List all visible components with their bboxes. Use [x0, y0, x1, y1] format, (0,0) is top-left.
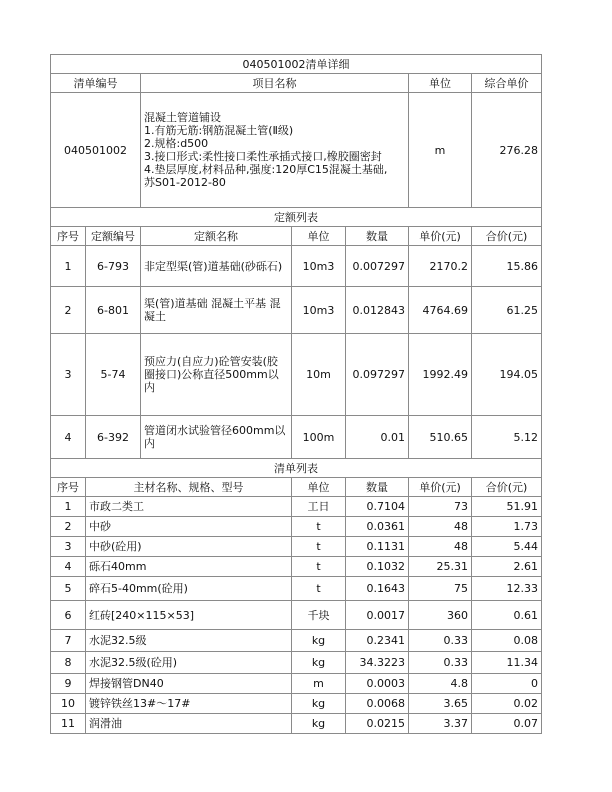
quota-seq: 2: [51, 287, 86, 334]
materials-header-qty: 数量: [346, 478, 409, 497]
quota-code: 6-392: [86, 416, 141, 459]
header-code: 清单编号: [51, 74, 141, 93]
quota-unit: 100m: [292, 416, 346, 459]
quota-code: 6-793: [86, 246, 141, 287]
quota-name: 非定型渠(管)道基础(砂砾石): [141, 246, 292, 287]
material-seq: 2: [51, 517, 86, 537]
material-unit: t: [292, 537, 346, 557]
material-qty: 34.3223: [346, 652, 409, 674]
material-total: 0.08: [472, 630, 542, 652]
material-row: [51, 694, 542, 714]
material-row: [51, 652, 542, 674]
materials-header-price: 单价(元): [409, 478, 472, 497]
quota-name: 管道闭水试验管径600mm以内: [141, 416, 292, 459]
quota-header-code: 定额编号: [86, 227, 141, 246]
item-row: [51, 93, 542, 208]
quota-header-price: 单价(元): [409, 227, 472, 246]
item-desc-line: 混凝土管道铺设: [144, 111, 221, 124]
material-total: 5.44: [472, 537, 542, 557]
material-unit: kg: [292, 694, 346, 714]
quota-qty: 0.097297: [346, 334, 409, 416]
material-price: 4.8: [409, 674, 472, 694]
item-desc-line: 2.规格:d500: [144, 137, 209, 150]
materials-header-seq: 序号: [51, 478, 86, 497]
material-unit: kg: [292, 652, 346, 674]
material-seq: 11: [51, 714, 86, 734]
material-unit: m: [292, 674, 346, 694]
material-unit: t: [292, 557, 346, 577]
item-description: [141, 93, 409, 208]
material-row: [51, 714, 542, 734]
quota-header-total: 合价(元): [472, 227, 542, 246]
material-row: [51, 557, 542, 577]
quota-unit: 10m3: [292, 246, 346, 287]
header-unit: 单位: [409, 74, 472, 93]
quota-qty: 0.007297: [346, 246, 409, 287]
material-total: 51.91: [472, 497, 542, 517]
header-price: 综合单价: [472, 74, 542, 93]
material-name: 焊接钢管DN40: [86, 674, 292, 694]
material-qty: 0.0215: [346, 714, 409, 734]
quota-row: [51, 416, 542, 459]
material-seq: 6: [51, 601, 86, 630]
material-total: 0: [472, 674, 542, 694]
quota-price: 1992.49: [409, 334, 472, 416]
quota-row: [51, 246, 542, 287]
quota-header-unit: 单位: [292, 227, 346, 246]
material-seq: 10: [51, 694, 86, 714]
material-total: 12.33: [472, 577, 542, 601]
materials-header-total: 合价(元): [472, 478, 542, 497]
header-row: [51, 74, 542, 93]
material-price: 25.31: [409, 557, 472, 577]
quota-price: 510.65: [409, 416, 472, 459]
material-seq: 8: [51, 652, 86, 674]
material-qty: 0.7104: [346, 497, 409, 517]
material-price: 3.65: [409, 694, 472, 714]
material-name: 红砖[240×115×53]: [86, 601, 292, 630]
material-price: 0.33: [409, 630, 472, 652]
quota-header-seq: 序号: [51, 227, 86, 246]
material-row: [51, 497, 542, 517]
quota-header-row: [51, 227, 542, 246]
quota-header-name: 定额名称: [141, 227, 292, 246]
material-qty: 0.0361: [346, 517, 409, 537]
material-unit: 工日: [292, 497, 346, 517]
quota-code: 5-74: [86, 334, 141, 416]
material-unit: t: [292, 577, 346, 601]
item-desc-line: 3.接口形式:柔性接口柔性承插式接口,橡胶圈密封: [144, 150, 382, 163]
material-row: [51, 601, 542, 630]
material-seq: 7: [51, 630, 86, 652]
materials-section-title: 清单列表: [51, 459, 542, 478]
item-desc-line: 4.垫层厚度,材料品种,强度:120厚C15混凝土基础,: [144, 163, 388, 176]
item-unit: m: [409, 93, 472, 208]
item-desc-line: 苏S01-2012-80: [144, 176, 226, 189]
item-desc-line: 1.有筋无筋:钢筋混凝土管(Ⅱ级): [144, 124, 294, 137]
quota-name: 渠(管)道基础 混凝土平基 混凝土: [141, 287, 292, 334]
materials-header-row: [51, 478, 542, 497]
material-row: [51, 577, 542, 601]
material-name: 碎石5-40mm(砼用): [86, 577, 292, 601]
material-seq: 4: [51, 557, 86, 577]
material-row: [51, 517, 542, 537]
material-total: 0.61: [472, 601, 542, 630]
material-seq: 5: [51, 577, 86, 601]
material-name: 润滑油: [86, 714, 292, 734]
material-name: 水泥32.5级(砼用): [86, 652, 292, 674]
material-price: 0.33: [409, 652, 472, 674]
quota-header-qty: 数量: [346, 227, 409, 246]
material-name: 砾石40mm: [86, 557, 292, 577]
material-unit: kg: [292, 714, 346, 734]
title-row: [51, 55, 542, 74]
material-price: 75: [409, 577, 472, 601]
quota-total: 15.86: [472, 246, 542, 287]
materials-section-row: [51, 459, 542, 478]
materials-header-name: 主材名称、规格、型号: [86, 478, 292, 497]
material-total: 1.73: [472, 517, 542, 537]
quota-qty: 0.01: [346, 416, 409, 459]
quota-row: [51, 287, 542, 334]
quota-seq: 1: [51, 246, 86, 287]
materials-header-unit: 单位: [292, 478, 346, 497]
material-price: 73: [409, 497, 472, 517]
material-name: 水泥32.5级: [86, 630, 292, 652]
quota-total: 194.05: [472, 334, 542, 416]
quota-unit: 10m3: [292, 287, 346, 334]
material-qty: 0.0068: [346, 694, 409, 714]
material-name: 市政二类工: [86, 497, 292, 517]
material-seq: 1: [51, 497, 86, 517]
quota-seq: 4: [51, 416, 86, 459]
material-qty: 0.0003: [346, 674, 409, 694]
material-price: 48: [409, 517, 472, 537]
quota-total: 61.25: [472, 287, 542, 334]
item-price: 276.28: [472, 93, 542, 208]
quota-qty: 0.012843: [346, 287, 409, 334]
bill-detail-table: [50, 54, 542, 734]
material-row: [51, 630, 542, 652]
sheet-title: 040501002清单详细: [51, 55, 542, 74]
material-unit: 千块: [292, 601, 346, 630]
material-price: 3.37: [409, 714, 472, 734]
material-qty: 0.1032: [346, 557, 409, 577]
material-total: 11.34: [472, 652, 542, 674]
bill-detail-sheet: [50, 54, 541, 734]
quota-row: [51, 334, 542, 416]
material-unit: kg: [292, 630, 346, 652]
quota-name: 预应力(自应力)砼管安装(胶圈接口)公称直径500mm以内: [141, 334, 292, 416]
quota-price: 4764.69: [409, 287, 472, 334]
material-name: 镀锌铁丝13#～17#: [86, 694, 292, 714]
quota-code: 6-801: [86, 287, 141, 334]
material-row: [51, 537, 542, 557]
quota-total: 5.12: [472, 416, 542, 459]
material-qty: 0.1131: [346, 537, 409, 557]
material-price: 360: [409, 601, 472, 630]
quota-section-row: [51, 208, 542, 227]
material-name: 中砂: [86, 517, 292, 537]
material-qty: 0.2341: [346, 630, 409, 652]
header-name: 项目名称: [141, 74, 409, 93]
quota-section-title: 定额列表: [51, 208, 542, 227]
material-row: [51, 674, 542, 694]
material-name: 中砂(砼用): [86, 537, 292, 557]
material-price: 48: [409, 537, 472, 557]
material-unit: t: [292, 517, 346, 537]
material-seq: 3: [51, 537, 86, 557]
material-total: 2.61: [472, 557, 542, 577]
material-qty: 0.1643: [346, 577, 409, 601]
quota-seq: 3: [51, 334, 86, 416]
material-seq: 9: [51, 674, 86, 694]
material-total: 0.02: [472, 694, 542, 714]
material-total: 0.07: [472, 714, 542, 734]
quota-unit: 10m: [292, 334, 346, 416]
item-code: 040501002: [51, 93, 141, 208]
material-qty: 0.0017: [346, 601, 409, 630]
quota-price: 2170.2: [409, 246, 472, 287]
